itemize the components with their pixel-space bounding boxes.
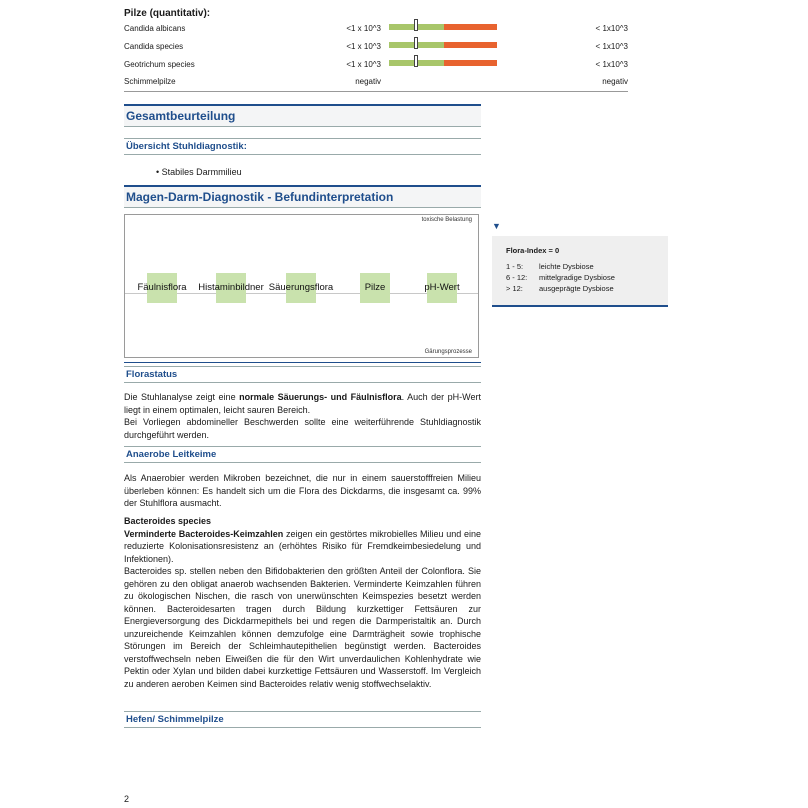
pilze-row-ref: < 1x10^3 xyxy=(595,42,628,51)
diagram-column-label: Säuerungsflora xyxy=(268,282,334,293)
florastatus-text xyxy=(124,391,481,441)
page-number: 2 xyxy=(124,794,130,804)
pilze-row-name: Candida species xyxy=(124,42,184,51)
flora-index-label: ausgeprägte Dysbiose xyxy=(539,284,614,293)
diagram-column-label: Pilze xyxy=(364,282,386,293)
diagram-bottom-label: Gärungsprozesse xyxy=(424,349,472,355)
flora-index-row xyxy=(506,283,654,294)
flora-index-range: 1 - 5: xyxy=(506,262,524,271)
value-marker-icon xyxy=(414,55,418,67)
diagram-top-label: toxische Belastung xyxy=(421,217,472,223)
pilze-row-name: Candida albicans xyxy=(124,24,186,33)
florastatus-text-bold: normale Säuerungs- und Fäulnisflora xyxy=(239,392,402,402)
diagram-column xyxy=(198,273,264,303)
value-marker-icon xyxy=(414,37,418,49)
bacteroides-title: Bacteroides species xyxy=(124,516,212,526)
bacteroides-p2: Bacteroides sp. stellen neben den Bifidobakterien den größten Anteil der Colonflora. Sie gehören zu den obligat anaerob wachsenden Bakterien. Verminderte Keimzahlen führen zu ökologischen Nischen, die rasch von unerwünschten Keimspezies besetzt werden können. Bacteroidesarten tragen durch Bildung kurzkettiger Fettsäuren zur Energieversorgung des Dickdarmepithels bei und regen die Darmperistaltik an. Durch unzureichende Keimzahlen können demzufolge eine Darmträgheit sowie trophische Störungen im Bereich der Schleimhautepithelien begünstigt werden. Bacteroides verstoffwechseln neben Eiweißen die für den Wirt unverdaulichen Kohlenhydrate wie Pektin oder Xylan und bilden dabei kurzkettige Fettsäuren und Wasserstoff. Im Vergleich zu anderen aeroben Keimen sind Bacteroides relativ wenig stoffwechselaktiv. xyxy=(124,566,481,689)
pilze-row xyxy=(124,21,628,37)
anaerobe-intro: Als Anaerobier werden Mikroben bezeichnet, die nur in einem sauerstofffreien Milieu überleben können: Es handelt sich um die Flora des Dickdarms, die insgesamt ca. 99% der Stuhlflora ausmacht. xyxy=(124,473,481,508)
diagram-column xyxy=(360,273,390,303)
flora-index-label: mittelgradige Dysbiose xyxy=(539,273,615,282)
diagram-column-label: Histaminbildner xyxy=(198,282,264,293)
arrow-down-icon: ▼ xyxy=(492,221,501,231)
section-florastatus: Florastatus xyxy=(124,366,481,383)
pilze-row xyxy=(124,39,628,55)
pilze-row xyxy=(124,74,628,90)
diagram-column-label: pH-Wert xyxy=(424,282,460,293)
flora-index-range: 6 - 12: xyxy=(506,273,528,282)
diagram-column xyxy=(424,273,460,303)
pilze-heading: Pilze (quantitativ): xyxy=(124,8,211,19)
pilze-row xyxy=(124,57,628,73)
section-befundinterpretation: Magen-Darm-Diagnostik - Befundinterpretation xyxy=(124,185,481,208)
table-divider xyxy=(124,91,628,92)
pilze-row-bar xyxy=(389,24,497,30)
flora-index-title: Flora-Index = 0 xyxy=(506,246,560,255)
diagram-column xyxy=(137,273,187,303)
florastatus-text-post: . Auch der pH-Wert liegt in einem optimalen, leicht sauren Bereich. xyxy=(124,392,481,415)
pilze-row-ref: < 1x10^3 xyxy=(595,24,628,33)
pilze-row-value: <1 x 10^3 xyxy=(346,60,381,69)
florastatus-text2: Bei Vorliegen abdomineller Beschwerden sollte eine weiterführende Stuhldiagnostik durchgeführt werden. xyxy=(124,417,481,440)
flora-index-row xyxy=(506,272,654,283)
pilze-row-name: Schimmelpilze xyxy=(124,77,176,86)
pilze-row-value: <1 x 10^3 xyxy=(346,42,381,51)
diagram-column-label: Fäulnisflora xyxy=(137,282,187,293)
pilze-row-name: Geotrichum species xyxy=(124,60,195,69)
pilze-row-bar xyxy=(389,42,497,48)
pilze-row-value: negativ xyxy=(355,77,381,86)
flora-index-box xyxy=(492,236,668,307)
bullet-text: Stabiles Darmmilieu xyxy=(161,167,242,177)
flora-index-row xyxy=(506,261,654,272)
befund-diagram xyxy=(124,214,479,358)
bacteroides-p1: zeigen ein gestörtes mikrobielles Milieu und eine reduzierte Kolonisationsresistenz an (erhöhtes Risiko für Fremdkeimbesiedelung und Infektionen). xyxy=(124,528,482,564)
flora-index-range: > 12: xyxy=(506,284,523,293)
bacteroides-block xyxy=(124,515,481,690)
section-gesamtbeurteilung: Gesamtbeurteilung xyxy=(124,104,481,127)
section-anaerobe-leitkeime: Anaerobe Leitkeime xyxy=(124,446,481,463)
diagram-underline xyxy=(124,362,481,363)
bacteroides-bold: Verminderte Bacteroides-Keimzahlen xyxy=(124,528,284,539)
diagram-column xyxy=(268,273,334,303)
value-marker-icon xyxy=(414,19,418,31)
subsection-uebersicht: Übersicht Stuhldiagnostik: xyxy=(124,138,481,155)
flora-index-label: leichte Dysbiose xyxy=(539,262,594,271)
florastatus-text-pre: Die Stuhlanalyse zeigt eine xyxy=(124,392,240,402)
section-hefen-schimmelpilze: Hefen/ Schimmelpilze xyxy=(124,711,481,728)
pilze-row-bar xyxy=(389,60,497,66)
pilze-row-value: <1 x 10^3 xyxy=(346,24,381,33)
pilze-row-ref: negativ xyxy=(602,77,628,86)
pilze-row-ref: < 1x10^3 xyxy=(595,60,628,69)
bullet-item: • Stabiles Darmmilieu xyxy=(156,167,242,177)
